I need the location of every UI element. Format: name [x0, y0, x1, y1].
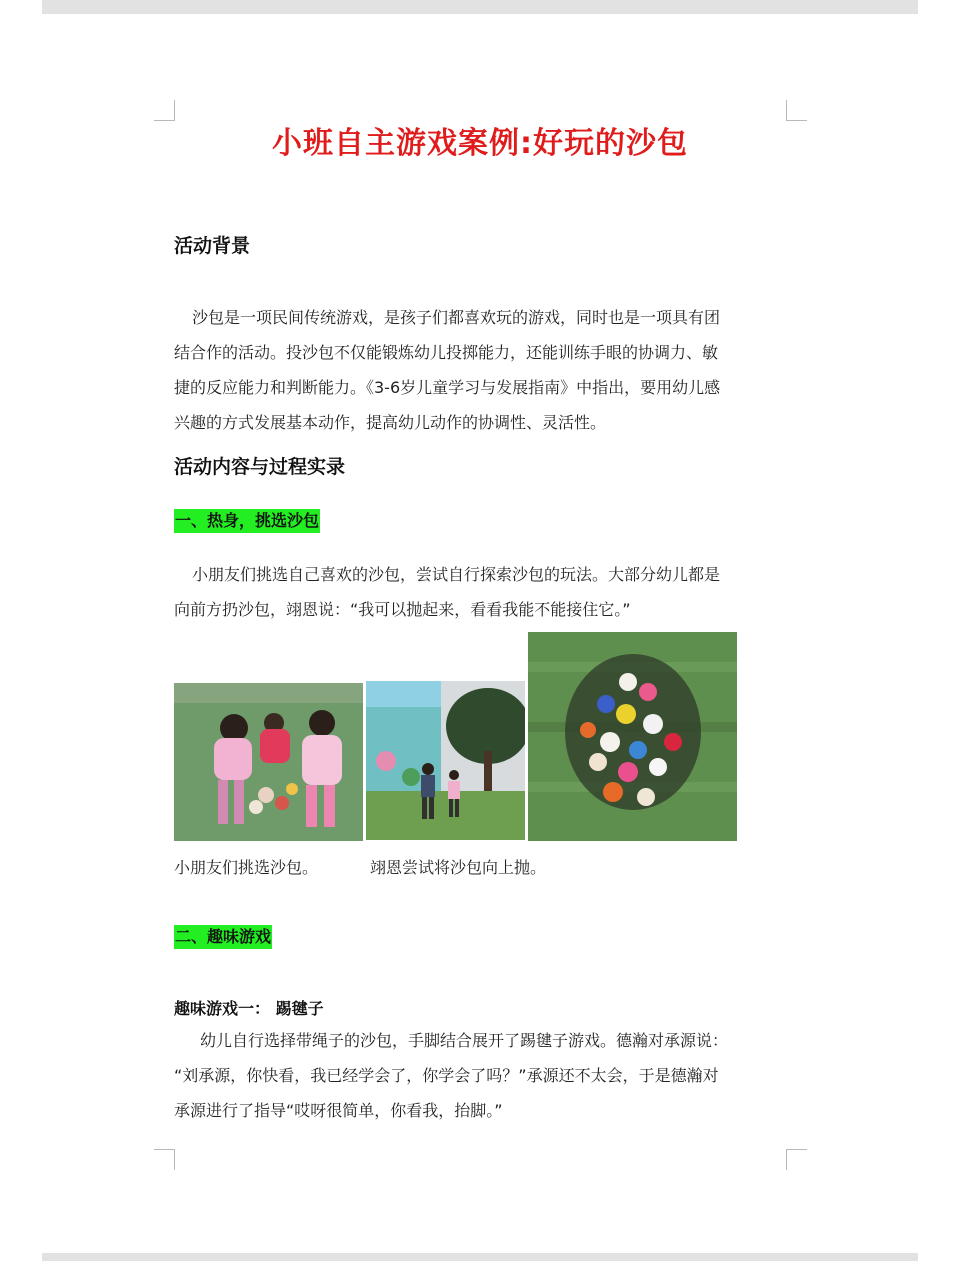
text-line: “刘承源，你快看，我已经学会了，你学会了吗？”承源还不太会，于是德瀚对 [174, 1066, 719, 1085]
paragraph-shuttlecock [174, 1023, 784, 1128]
paragraph-background [174, 300, 784, 440]
text-line: 沙包是一项民间传统游戏，是孩子们都喜欢玩的游戏，同时也是一项具有团 [192, 308, 721, 327]
margin-corner-bottom-right [786, 1149, 807, 1170]
text-line: 捷的反应能力和判断能力。《3-6岁儿童学习与发展指南》中指出，要用幼儿感 [174, 378, 721, 397]
text-line: 结合作的活动。投沙包不仅能锻炼幼儿投掷能力，还能训练手眼的协调力、敏 [174, 343, 719, 362]
photo-caption-choosing: 小朋友们挑选沙包。 [174, 858, 319, 877]
paragraph-warmup [174, 557, 784, 627]
text-line: 小朋友们挑选自己喜欢的沙包，尝试自行探索沙包的玩法。大部分幼儿都是 [192, 565, 721, 584]
subheading-warmup: 一、热身，挑选沙包 [174, 509, 320, 533]
photo-sandbags-on-turf [528, 632, 737, 841]
text-line: 承源进行了指导“哎呀很简单，你看我，抬脚。” [174, 1101, 503, 1120]
game-heading-shuttlecock: 趣味游戏一： 踢毽子 [174, 999, 324, 1018]
photo-child-throwing-sandbag [366, 681, 525, 840]
text-line: 幼儿自行选择带绳子的沙包，手脚结合展开了踢毽子游戏。德瀚对承源说： [200, 1031, 729, 1050]
text-line: 向前方扔沙包，翊恩说：“我可以抛起来，看看我能不能接住它。” [174, 600, 631, 619]
page-bottom-edge [42, 1253, 918, 1261]
page-top-edge [42, 0, 918, 14]
margin-corner-bottom-left [154, 1149, 175, 1170]
subheading-fun-games: 二、趣味游戏 [174, 925, 272, 949]
photo-children-choosing-sandbags [174, 683, 363, 841]
margin-corner-top-left [154, 100, 175, 121]
section-heading-process: 活动内容与过程实录 [174, 456, 346, 478]
text-line: 兴趣的方式发展基本动作，提高幼儿动作的协调性、灵活性。 [174, 413, 607, 432]
photo-caption-throwing: 翊恩尝试将沙包向上抛。 [370, 858, 547, 877]
section-heading-background: 活动背景 [174, 235, 251, 257]
margin-corner-top-right [786, 100, 807, 121]
document-title: 小班自主游戏案例:好玩的沙包 [272, 126, 688, 161]
